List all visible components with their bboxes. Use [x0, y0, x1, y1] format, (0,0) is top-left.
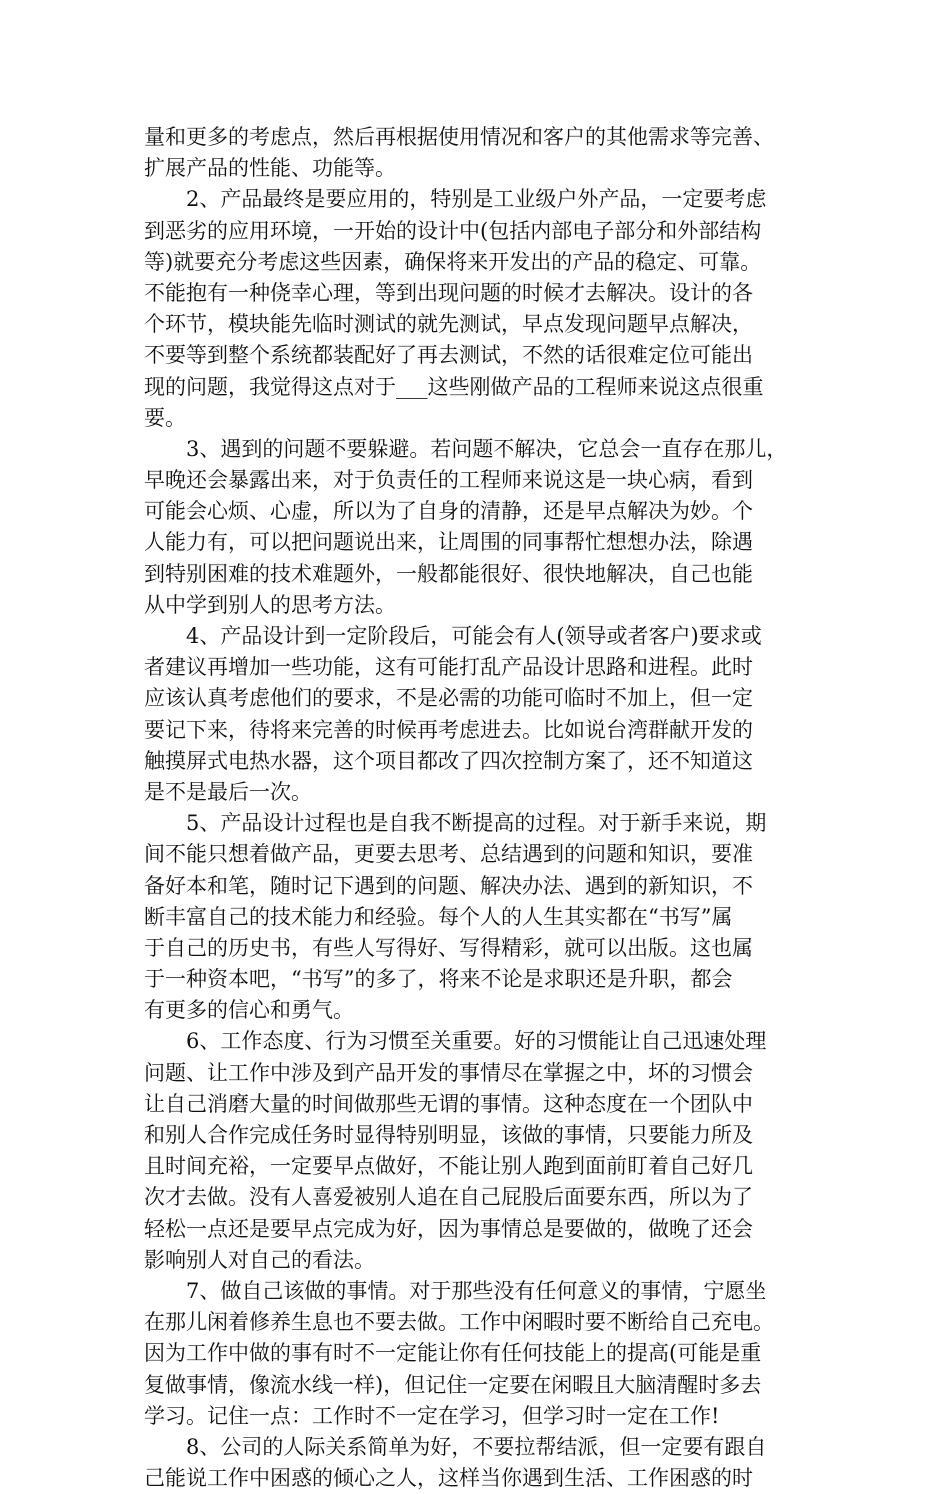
text-line: 间不能只想着做产品，更要去思考、总结遇到的问题和知识，要准	[144, 842, 753, 867]
text-line: 可能会心烦、心虚，所以为了自身的清静，还是早点解决为妙。个	[144, 499, 753, 524]
text-line: 人能力有，可以把问题说出来，让周围的同事帮忙想想办法，除遇	[144, 530, 753, 555]
text-line: 次才去做。没有人喜爱被别人追在自己屁股后面要东西，所以为了	[144, 1185, 753, 1210]
text-line: 量和更多的考虑点，然后再根据使用情况和客户的其他需求等完善、	[144, 125, 774, 149]
text-line: 影响别人对自己的看法。	[144, 1247, 375, 1272]
paragraph-first-line: 7、做自己该做的事情。对于那些没有任何意义的事情，宁愿坐	[186, 1278, 767, 1303]
text-line: 从中学到别人的思考方法。	[144, 592, 396, 617]
text-line: 到恶劣的应用环境，一开始的设计中(包括内部电子部分和外部结构	[144, 218, 762, 243]
text-line: 于自己的历史书，有些人写得好、写得精彩，就可以出版。这也属	[144, 935, 753, 960]
text-line: 早晚还会暴露出来，对于负责任的工程师来说这是一块心病，看到	[144, 468, 753, 493]
text-line: 在那儿闲着修养生息也不要去做。工作中闲暇时要不断给自己充电。	[144, 1310, 774, 1335]
text-line: 扩展产品的性能、功能等。	[144, 156, 396, 181]
text-line: 和别人合作完成任务时显得特别明显，该做的事情，只要能力所及	[144, 1123, 753, 1147]
text-line: 等)就要充分考虑这些因素，确保将来开发出的产品的稳定、可靠。	[144, 249, 762, 274]
text-line: 应该认真考虑他们的要求，不是必需的功能可临时不加上，但一定	[144, 686, 753, 711]
paragraph-first-line: 2、产品最终是要应用的，特别是工业级户外产品，一定要考虑	[186, 187, 767, 212]
text-line: 且时间充裕，一定要早点做好，不能让别人跑到面前盯着自己好几	[144, 1154, 753, 1179]
text-line: 者建议再增加一些功能，这有可能打乱产品设计思路和进程。此时	[144, 655, 753, 680]
text-line: 问题、让工作中涉及到产品开发的事情尽在掌握之中，坏的习惯会	[144, 1060, 753, 1085]
text-line: 复做事情，像流水线一样)，但记住一定要在闲暇且大脑清醒时多去	[144, 1372, 762, 1397]
paragraph-first-line: 5、产品设计过程也是自我不断提高的过程。对于新手来说，期	[186, 811, 767, 836]
text-line: 是不是最后一次。	[144, 779, 312, 804]
text-line: 备好本和笔，随时记下遇到的问题、解决办法、遇到的新知识，不	[144, 873, 753, 898]
paragraph-first-line: 6、工作态度、行为习惯至关重要。好的习惯能让自己迅速处理	[186, 1029, 767, 1054]
paragraph-first-line: 4、产品设计到一定阶段后，可能会有人(领导或者客户)要求或	[186, 624, 762, 648]
text-line: 不能抱有一种侥幸心理，等到出现问题的时候才去解决。设计的各	[144, 280, 753, 305]
text-line: 现的问题，我觉得这点对于___这些刚做产品的工程师来说这点很重	[144, 374, 764, 399]
text-line: 因为工作中做的事有时不一定能让你有任何技能上的提高(可能是重	[144, 1341, 762, 1366]
text-line: 要。	[144, 405, 186, 430]
text-line: 有更多的信心和勇气。	[144, 998, 354, 1023]
text-line: 断丰富自己的技术能力和经验。每个人的人生其实都在“书写”属	[144, 904, 733, 929]
text-line: 到特别困难的技术难题外，一般都能很好、很快地解决，自己也能	[144, 561, 753, 586]
paragraph-first-line: 3、遇到的问题不要躲避。若问题不解决，它总会一直存在那儿，	[186, 436, 788, 461]
text-line: 己能说工作中困惑的倾心之人，这样当你遇到生活、工作困惑的时	[144, 1466, 753, 1491]
text-line: 个环节，模块能先临时测试的就先测试，早点发现问题早点解决，	[144, 312, 753, 337]
text-line: 不要等到整个系统都装配好了再去测试，不然的话很难定位可能出	[144, 343, 753, 368]
text-line: 让自己消磨大量的时间做那些无谓的事情。这种态度在一个团队中	[144, 1091, 753, 1116]
body-text	[144, 122, 808, 1494]
text-line: 轻松一点还是要早点完成为好，因为事情总是要做的，做晚了还会	[144, 1216, 753, 1241]
text-line: 学习。记住一点：工作时不一定在学习，但学习时一定在工作!	[144, 1403, 720, 1428]
text-line: 于一种资本吧，“书写”的多了，将来不论是求职还是升职，都会	[144, 967, 733, 992]
text-line: 要记下来，待将来完善的时候再考虑进去。比如说台湾群献开发的	[144, 717, 753, 742]
paragraph-first-line: 8、公司的人际关系简单为好，不要拉帮结派，但一定要有跟自	[186, 1434, 767, 1459]
text-line: 触摸屏式电热水器，这个项目都改了四次控制方案了，还不知道这	[144, 748, 753, 773]
